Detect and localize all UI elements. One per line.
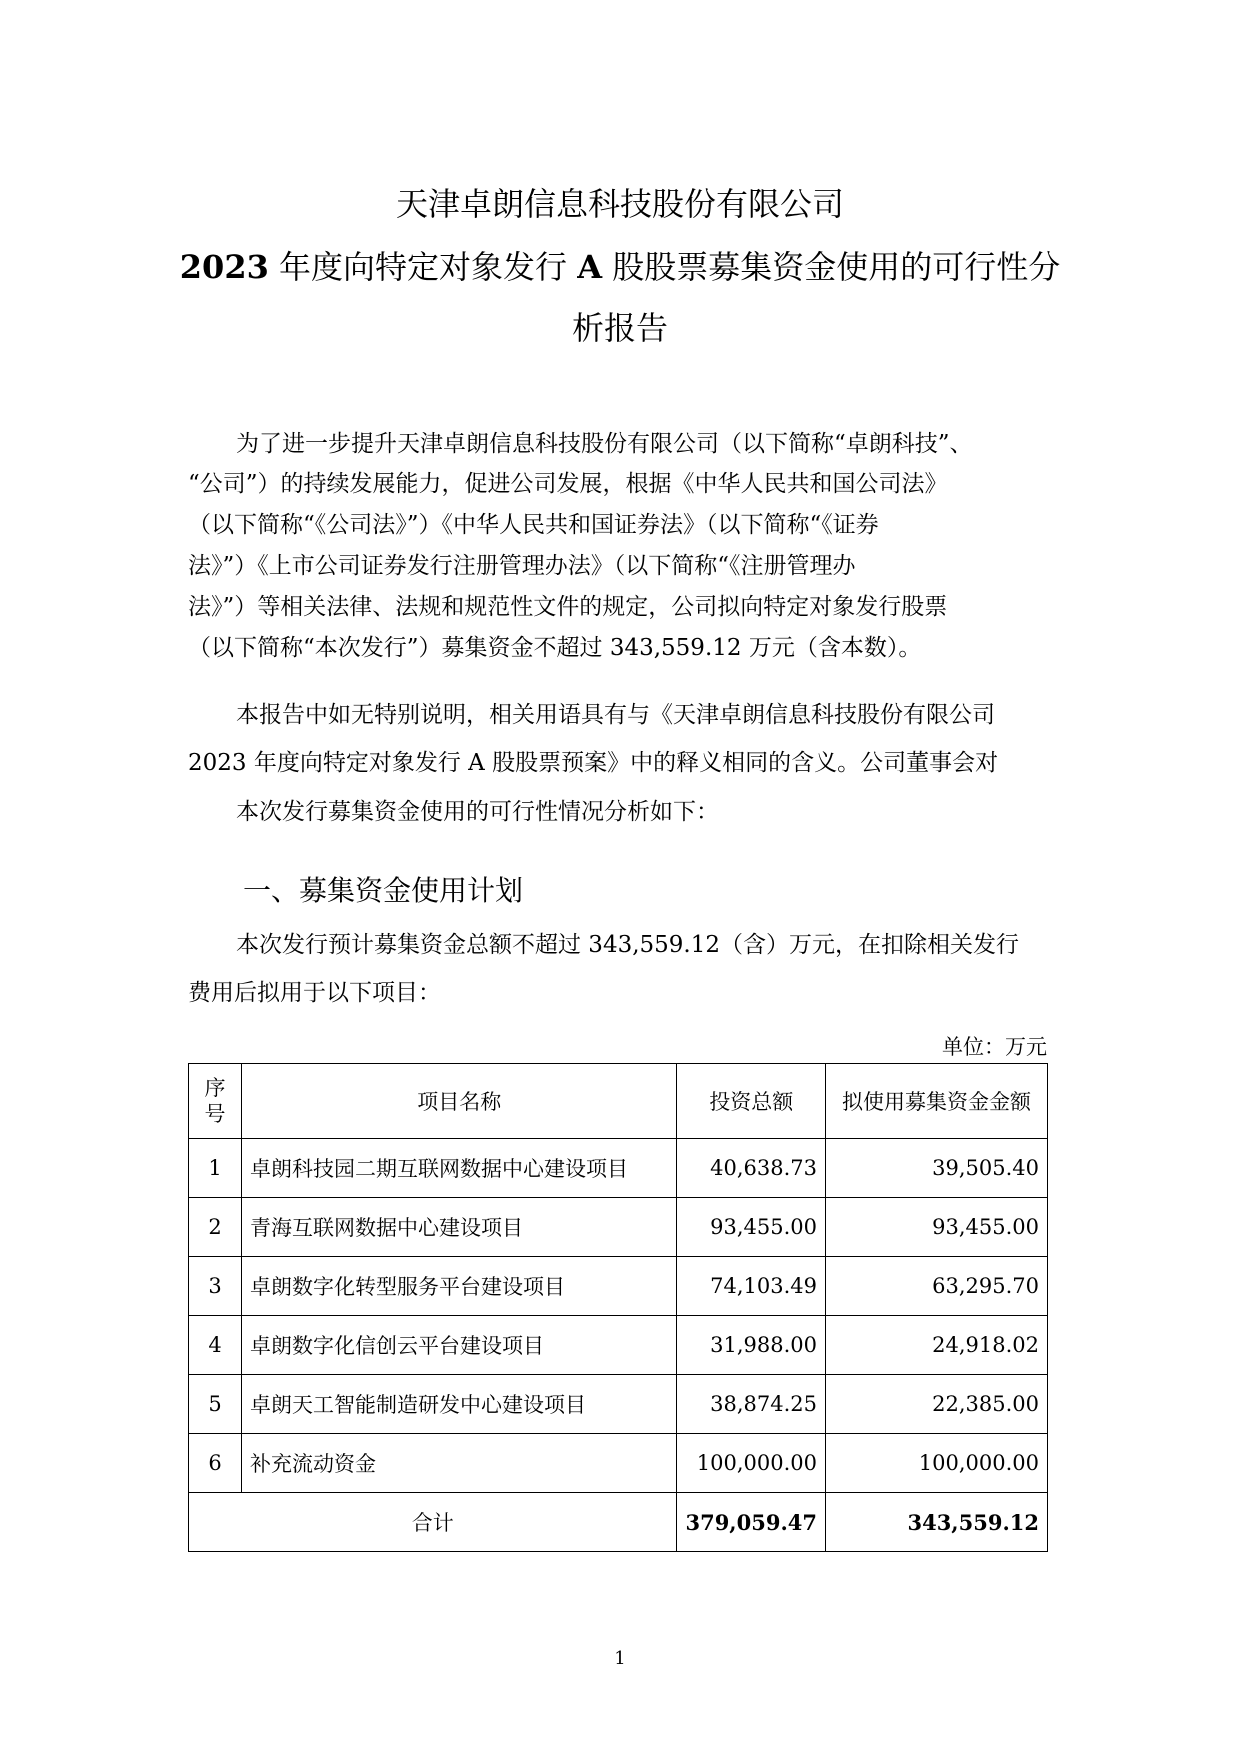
row-seq: 6 [189, 1434, 242, 1493]
table-row [189, 1257, 1048, 1316]
row-use: 39,505.40 [826, 1139, 1048, 1198]
total-label: 合计 [189, 1493, 677, 1552]
row-name: 青海互联网数据中心建设项目 [242, 1198, 677, 1257]
intro-line: （以下简称“本次发行”）募集资金不超过 343,559.12 万元（含本数）。 [188, 635, 922, 661]
definitions-line: 本次发行募集资金使用的可行性情况分析如下： [236, 799, 719, 825]
table-row [189, 1139, 1048, 1198]
row-seq: 3 [189, 1257, 242, 1316]
header-seq-top: 序 [204, 1076, 226, 1100]
title-company: 天津卓朗信息科技股份有限公司 [395, 185, 844, 223]
table-unit-label: 单位：万元 [942, 1035, 1047, 1059]
row-use: 93,455.00 [826, 1198, 1048, 1257]
row-seq: 5 [189, 1375, 242, 1434]
intro-line: 法》”）等相关法律、法规和规范性文件的规定，公司拟向特定对象发行股票 [188, 594, 948, 620]
row-use: 63,295.70 [826, 1257, 1048, 1316]
section-heading: 一、募集资金使用计划 [243, 874, 524, 907]
table-row [189, 1198, 1048, 1257]
row-name: 卓朗科技园二期互联网数据中心建设项目 [242, 1139, 677, 1198]
header-use: 拟使用募集资金金额 [826, 1064, 1048, 1139]
row-seq: 1 [189, 1139, 242, 1198]
row-seq: 2 [189, 1198, 242, 1257]
row-invest: 100,000.00 [677, 1434, 826, 1493]
section-line: 本次发行预计募集资金总额不超过 343,559.12（含）万元，在扣除相关发行 [236, 932, 1019, 958]
row-use: 22,385.00 [826, 1375, 1048, 1434]
row-name: 卓朗数字化转型服务平台建设项目 [242, 1257, 677, 1316]
row-use: 24,918.02 [826, 1316, 1048, 1375]
row-name: 补充流动资金 [242, 1434, 677, 1493]
table-header-row [189, 1064, 1048, 1139]
table-total-row [189, 1493, 1048, 1552]
title-line2-tail: 股股票募集资金使用的可行性分 [602, 248, 1061, 286]
row-name: 卓朗天工智能制造研发中心建设项目 [242, 1375, 677, 1434]
table-row [189, 1375, 1048, 1434]
intro-line: 法》”）《上市公司证券发行注册管理办法》（以下简称“《注册管理办 [188, 553, 856, 579]
row-name: 卓朗数字化信创云平台建设项目 [242, 1316, 677, 1375]
row-seq: 4 [189, 1316, 242, 1375]
header-invest: 投资总额 [677, 1064, 826, 1139]
intro-line: （以下简称“《公司法》”）《中华人民共和国证券法》（以下简称“《证券 [188, 512, 879, 538]
fund-usage-table [188, 1063, 1048, 1552]
row-use: 100,000.00 [826, 1434, 1048, 1493]
row-invest: 38,874.25 [677, 1375, 826, 1434]
table-row [189, 1316, 1048, 1375]
title-share-class: A [577, 248, 603, 286]
intro-line: 为了进一步提升天津卓朗信息科技股份有限公司（以下简称“卓朗科技”、 [236, 431, 973, 457]
section-line: 费用后拟用于以下项目： [188, 980, 441, 1006]
row-invest: 93,455.00 [677, 1198, 826, 1257]
total-use: 343,559.12 [826, 1493, 1048, 1552]
row-invest: 31,988.00 [677, 1316, 826, 1375]
header-seq-bottom: 号 [204, 1102, 226, 1126]
row-invest: 74,103.49 [677, 1257, 826, 1316]
title-line2-rest: 年度向特定对象发行 [268, 248, 578, 286]
title-line-2 [0, 247, 1240, 287]
definitions-line: 2023 年度向特定对象发行 A 股股票预案》中的释义相同的含义。公司董事会对 [188, 750, 999, 776]
total-invest: 379,059.47 [677, 1493, 826, 1552]
title-line-3: 析报告 [571, 309, 668, 347]
row-invest: 40,638.73 [677, 1139, 826, 1198]
page-number: 1 [614, 1648, 626, 1669]
title-year: 2023 [179, 248, 269, 286]
header-seq [189, 1064, 242, 1139]
table-row [189, 1434, 1048, 1493]
definitions-line: 本报告中如无特别说明，相关用语具有与《天津卓朗信息科技股份有限公司 [236, 702, 995, 728]
intro-line: “公司”）的持续发展能力，促进公司发展，根据《中华人民共和国公司法》 [188, 471, 948, 497]
header-name: 项目名称 [242, 1064, 677, 1139]
